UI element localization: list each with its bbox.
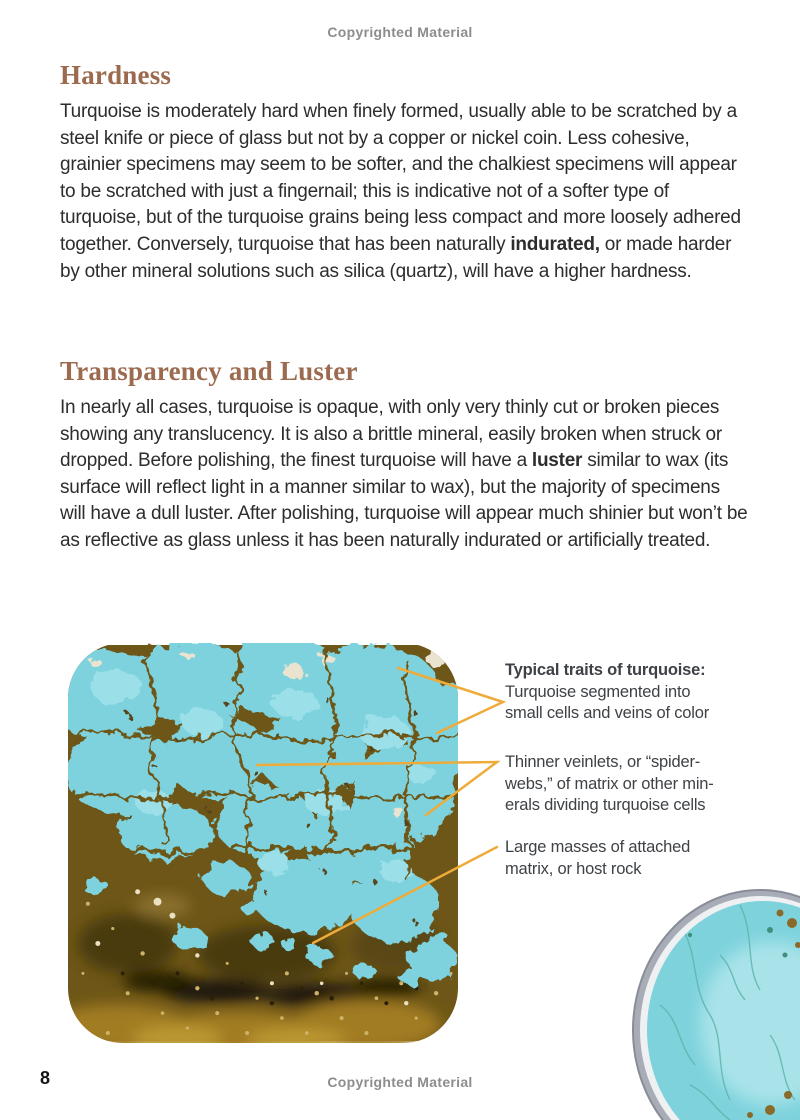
- turquoise-specimen-image: [68, 643, 458, 1043]
- watermark-bottom: Copyrighted Material: [327, 1074, 473, 1090]
- section-heading-hardness: Hardness: [60, 60, 172, 90]
- annotation-thinner-veinlets: [505, 752, 751, 817]
- annotation-typical-traits: [505, 660, 751, 725]
- page-number: 8: [40, 1068, 51, 1088]
- transparency-paragraph: In nearly all cases, turquoise is opaque, with only very thinly cut or broken pieces showing any translucency. It is also a brittle mineral, easily broken when struck or dropped. Before polishing, the finest turquoise will have a luster similar to wax (its surface will reflect light in a manner similar to wax), but the majority of specimens will have a dull luster. After polishing, turquoise will appear much shinier but won’t be as reflective as glass unless it has been naturally indurated or artificially treated.: [60, 397, 748, 551]
- annotation-title: Typical traits of turquoise:: [505, 661, 706, 679]
- turquoise-cabochon-image: [620, 885, 800, 1120]
- annotation-large-masses: [505, 837, 751, 880]
- annotation-text: Thinner veinlets, or “spider- webs,” of matrix or other min- erals dividing turquoise cells: [505, 753, 714, 814]
- watermark-top: Copyrighted Material: [327, 24, 473, 40]
- section-heading-transparency-luster: Transparency and Luster: [60, 356, 358, 386]
- annotation-text: Turquoise segmented into small cells and veins of color: [505, 682, 710, 722]
- hardness-paragraph: Turquoise is moderately hard when finely formed, usually able to be scratched by a steel knife or piece of glass but not by a copper or nickel coin. Less cohesive, grainier specimens may seem to be softer, and the chalkiest specimens will appear to be scratched with just a fingernail; this is indicative not of a softer type of turquoise, but of the turquoise grains being less compact and more loosely adhered together. Conversely, turquoise that has been naturally indurated, or made harder by other mineral solutions such as silica (quartz), will have a higher hardness.: [60, 101, 741, 282]
- annotation-text: Large masses of attached matrix, or host rock: [505, 838, 691, 878]
